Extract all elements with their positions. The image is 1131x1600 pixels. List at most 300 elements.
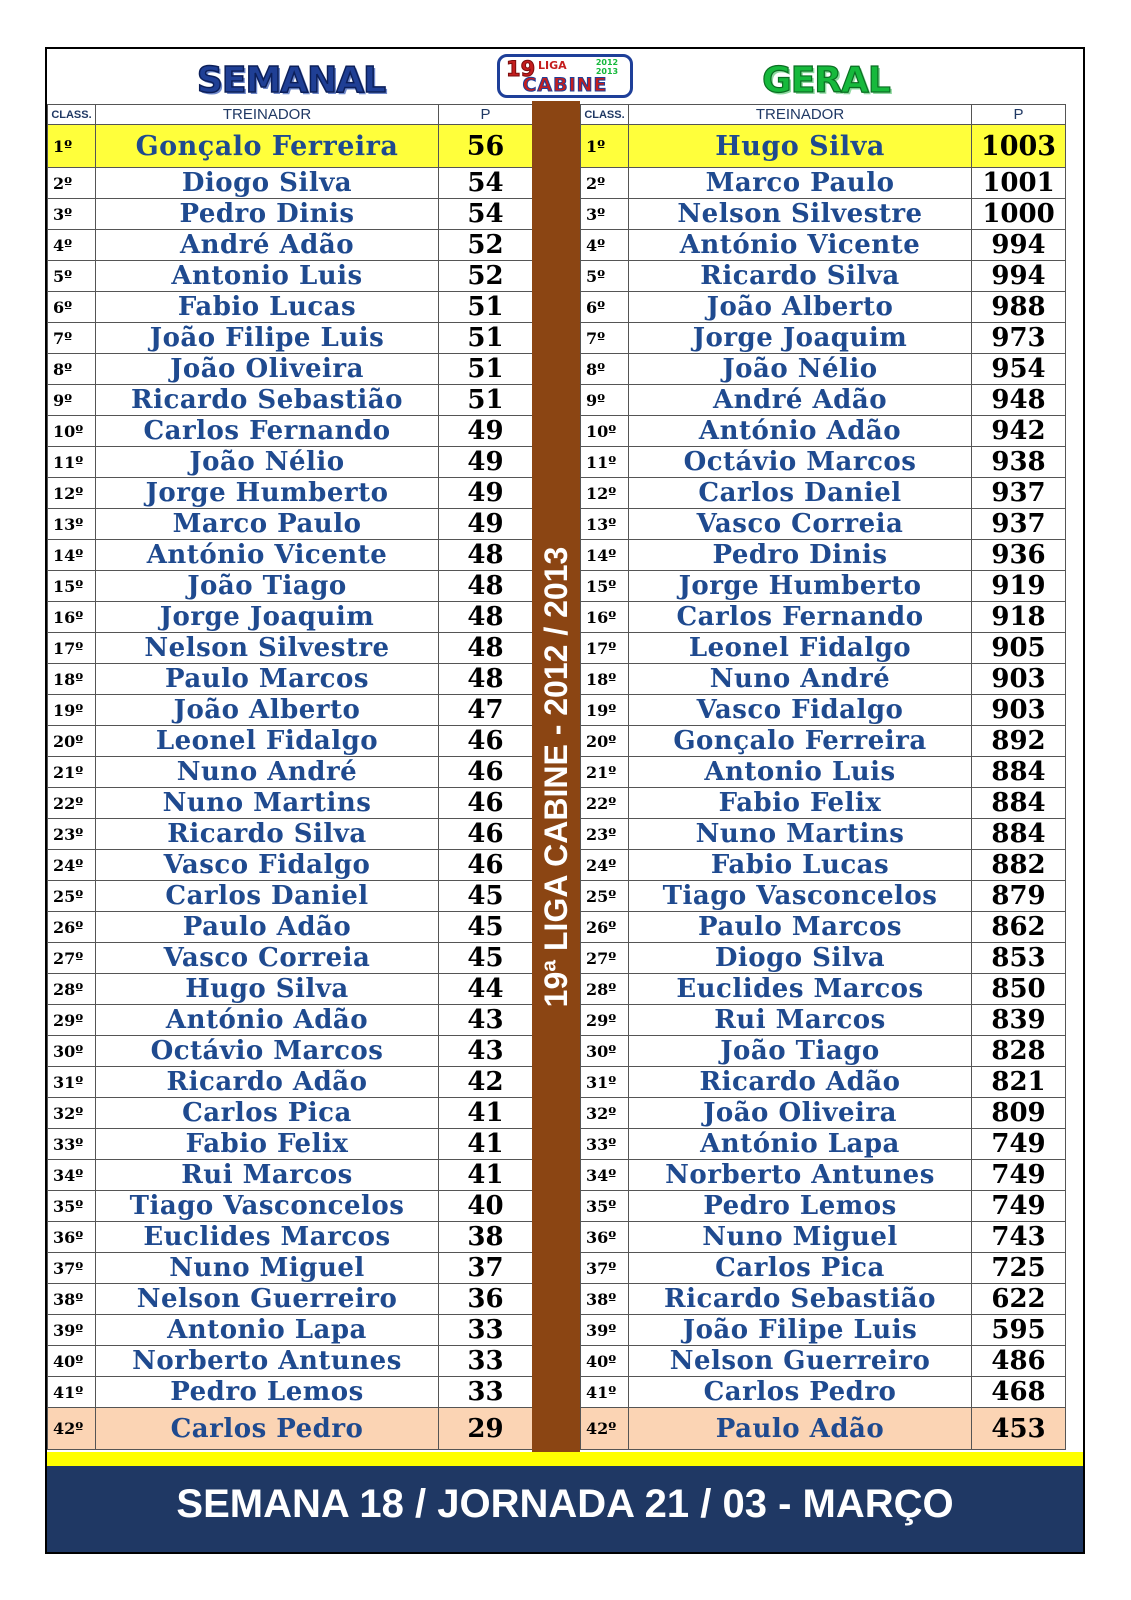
geral-rows [581, 125, 1066, 1450]
trainer-name-cell: Carlos Fernando [96, 416, 439, 447]
trainer-name-cell: Leonel Fidalgo [629, 633, 972, 664]
trainer-name-cell: António Lapa [629, 1129, 972, 1160]
rank-cell: 11º [48, 447, 96, 478]
trainer-name-cell: Carlos Pica [629, 1253, 972, 1284]
rank-cell: 21º [581, 757, 629, 788]
rank-cell: 9º [581, 385, 629, 416]
points-cell: 42 [439, 1067, 533, 1098]
rank-cell: 31º [48, 1067, 96, 1098]
rank-cell: 29º [48, 1005, 96, 1036]
rank-cell: 36º [581, 1222, 629, 1253]
class-column-header: CLASS. [48, 105, 96, 125]
semanal-row [48, 912, 533, 943]
trainer-name-cell: Hugo Silva [629, 125, 972, 168]
trainer-name-cell: Antonio Luis [96, 261, 439, 292]
geral-row [581, 540, 1066, 571]
points-cell: 49 [439, 447, 533, 478]
geral-row [581, 1191, 1066, 1222]
points-cell: 1003 [972, 125, 1066, 168]
geral-row [581, 1222, 1066, 1253]
rank-cell: 41º [48, 1377, 96, 1408]
rank-cell: 39º [581, 1315, 629, 1346]
rank-cell: 27º [48, 943, 96, 974]
points-cell: 49 [439, 478, 533, 509]
geral-row [581, 354, 1066, 385]
rank-cell: 37º [48, 1253, 96, 1284]
rank-cell: 12º [581, 478, 629, 509]
rank-cell: 35º [48, 1191, 96, 1222]
points-cell: 41 [439, 1160, 533, 1191]
points-cell: 43 [439, 1036, 533, 1067]
semanal-row [48, 199, 533, 230]
yellow-divider [47, 1452, 1083, 1466]
points-cell: 46 [439, 850, 533, 881]
rank-cell: 29º [581, 1005, 629, 1036]
points-cell: 52 [439, 261, 533, 292]
semanal-row [48, 850, 533, 881]
semanal-row [48, 1129, 533, 1160]
points-cell: 884 [972, 757, 1066, 788]
geral-row [581, 292, 1066, 323]
semanal-row [48, 1346, 533, 1377]
trainer-name-cell: André Adão [629, 385, 972, 416]
rank-cell: 19º [48, 695, 96, 726]
trainer-name-cell: João Filipe Luis [96, 323, 439, 354]
semanal-row [48, 602, 533, 633]
points-cell: 54 [439, 168, 533, 199]
semanal-row [48, 385, 533, 416]
points-cell: 937 [972, 509, 1066, 540]
trainer-name-cell: Jorge Humberto [629, 571, 972, 602]
rank-cell: 32º [48, 1098, 96, 1129]
trainer-name-cell: Pedro Lemos [96, 1377, 439, 1408]
rank-cell: 33º [48, 1129, 96, 1160]
points-cell: 48 [439, 540, 533, 571]
points-cell: 749 [972, 1191, 1066, 1222]
trainer-name-cell: Vasco Fidalgo [629, 695, 972, 726]
points-cell: 41 [439, 1098, 533, 1129]
semanal-row [48, 943, 533, 974]
semanal-row [48, 1098, 533, 1129]
semanal-row [48, 757, 533, 788]
trainer-name-cell: Diogo Silva [629, 943, 972, 974]
points-cell: 936 [972, 540, 1066, 571]
trainer-name-cell: Pedro Dinis [96, 199, 439, 230]
geral-row [581, 974, 1066, 1005]
points-cell: 853 [972, 943, 1066, 974]
trainer-name-cell: Pedro Lemos [629, 1191, 972, 1222]
points-cell: 29 [439, 1408, 533, 1450]
trainer-name-cell: António Vicente [96, 540, 439, 571]
trainer-name-cell: Ricardo Silva [96, 819, 439, 850]
points-cell: 486 [972, 1346, 1066, 1377]
rank-cell: 40º [581, 1346, 629, 1377]
semanal-title: SEMANAL [196, 60, 386, 101]
semanal-row [48, 1191, 533, 1222]
points-cell: 862 [972, 912, 1066, 943]
rank-cell: 17º [581, 633, 629, 664]
geral-table [580, 104, 1066, 1450]
geral-row [581, 447, 1066, 478]
rank-cell: 15º [48, 571, 96, 602]
trainer-name-cell: Norberto Antunes [629, 1160, 972, 1191]
semanal-row [48, 1253, 533, 1284]
trainer-name-cell: Fabio Felix [629, 788, 972, 819]
liga-cabine-logo [497, 54, 633, 98]
points-cell: 46 [439, 788, 533, 819]
rank-cell: 33º [581, 1129, 629, 1160]
semanal-row [48, 230, 533, 261]
rank-cell: 31º [581, 1067, 629, 1098]
rank-cell: 6º [48, 292, 96, 323]
geral-row [581, 943, 1066, 974]
trainer-name-cell: Euclides Marcos [96, 1222, 439, 1253]
rank-cell: 17º [48, 633, 96, 664]
trainer-name-cell: Rui Marcos [629, 1005, 972, 1036]
points-cell: 52 [439, 230, 533, 261]
rank-cell: 42º [48, 1408, 96, 1450]
trainer-name-cell: Jorge Joaquim [629, 323, 972, 354]
semanal-row [48, 1036, 533, 1067]
rank-cell: 23º [48, 819, 96, 850]
points-cell: 33 [439, 1315, 533, 1346]
trainer-name-cell: Fabio Lucas [96, 292, 439, 323]
trainer-name-cell: João Tiago [629, 1036, 972, 1067]
semanal-row [48, 509, 533, 540]
semanal-row [48, 168, 533, 199]
geral-title: GERAL [762, 60, 890, 101]
points-cell: 48 [439, 571, 533, 602]
points-cell: 47 [439, 695, 533, 726]
trainer-name-cell: Pedro Dinis [629, 540, 972, 571]
semanal-row [48, 819, 533, 850]
trainer-name-cell: João Alberto [96, 695, 439, 726]
points-cell: 903 [972, 695, 1066, 726]
semanal-row [48, 323, 533, 354]
geral-row [581, 1005, 1066, 1036]
trainer-name-cell: Fabio Lucas [629, 850, 972, 881]
points-cell: 892 [972, 726, 1066, 757]
geral-row [581, 726, 1066, 757]
trainer-name-cell: Ricardo Silva [629, 261, 972, 292]
geral-row [581, 1377, 1066, 1408]
geral-row [581, 1036, 1066, 1067]
trainer-name-cell: Carlos Fernando [629, 602, 972, 633]
rank-cell: 10º [48, 416, 96, 447]
points-cell: 41 [439, 1129, 533, 1160]
trainer-name-cell: Paulo Marcos [629, 912, 972, 943]
rank-cell: 30º [581, 1036, 629, 1067]
trainer-name-cell: Nuno Miguel [629, 1222, 972, 1253]
geral-row [581, 1253, 1066, 1284]
geral-header-row [581, 105, 1066, 125]
rank-cell: 12º [48, 478, 96, 509]
trainer-name-cell: João Tiago [96, 571, 439, 602]
semanal-row [48, 261, 533, 292]
rank-cell: 41º [581, 1377, 629, 1408]
rank-cell: 15º [581, 571, 629, 602]
trainer-name-cell: Rui Marcos [96, 1160, 439, 1191]
points-cell: 54 [439, 199, 533, 230]
semanal-row [48, 726, 533, 757]
points-column-header: P [972, 105, 1066, 125]
geral-row [581, 1315, 1066, 1346]
rank-cell: 10º [581, 416, 629, 447]
points-cell: 954 [972, 354, 1066, 385]
trainer-name-cell: Carlos Daniel [629, 478, 972, 509]
trainer-name-cell: Marco Paulo [629, 168, 972, 199]
points-cell: 45 [439, 943, 533, 974]
geral-row [581, 1284, 1066, 1315]
geral-row [581, 323, 1066, 354]
trainer-name-cell: Norberto Antunes [96, 1346, 439, 1377]
semanal-row [48, 695, 533, 726]
points-cell: 46 [439, 726, 533, 757]
points-cell: 48 [439, 602, 533, 633]
trainer-name-cell: Octávio Marcos [629, 447, 972, 478]
trainer-name-cell: Ricardo Sebastião [96, 385, 439, 416]
geral-row [581, 788, 1066, 819]
semanal-row [48, 125, 533, 168]
semanal-row [48, 788, 533, 819]
rank-cell: 26º [581, 912, 629, 943]
points-cell: 37 [439, 1253, 533, 1284]
points-cell: 994 [972, 230, 1066, 261]
rank-cell: 19º [581, 695, 629, 726]
geral-row [581, 1067, 1066, 1098]
semanal-row [48, 292, 533, 323]
geral-row [581, 168, 1066, 199]
rank-cell: 38º [581, 1284, 629, 1315]
rank-cell: 20º [581, 726, 629, 757]
geral-row [581, 819, 1066, 850]
trainer-name-cell: João Alberto [629, 292, 972, 323]
rank-cell: 7º [48, 323, 96, 354]
logo-number: 19 [506, 57, 536, 81]
rank-cell: 2º [581, 168, 629, 199]
geral-row [581, 1408, 1066, 1450]
points-cell: 40 [439, 1191, 533, 1222]
rank-cell: 16º [581, 602, 629, 633]
geral-row [581, 633, 1066, 664]
points-cell: 51 [439, 354, 533, 385]
trainer-name-cell: André Adão [96, 230, 439, 261]
points-cell: 938 [972, 447, 1066, 478]
trainer-name-cell: João Nélio [96, 447, 439, 478]
rank-cell: 14º [48, 540, 96, 571]
points-cell: 839 [972, 1005, 1066, 1036]
rank-cell: 18º [581, 664, 629, 695]
trainer-name-cell: Ricardo Adão [629, 1067, 972, 1098]
trainer-name-cell: Tiago Vasconcelos [629, 881, 972, 912]
class-column-header: CLASS. [581, 105, 629, 125]
trainer-name-cell: Antonio Lapa [96, 1315, 439, 1346]
semanal-row [48, 664, 533, 695]
rank-cell: 1º [48, 125, 96, 168]
trainer-name-cell: Antonio Luis [629, 757, 972, 788]
trainer-name-cell: João Oliveira [629, 1098, 972, 1129]
semanal-row [48, 1408, 533, 1450]
points-cell: 45 [439, 881, 533, 912]
geral-row [581, 385, 1066, 416]
points-cell: 809 [972, 1098, 1066, 1129]
points-cell: 622 [972, 1284, 1066, 1315]
semanal-row [48, 416, 533, 447]
points-cell: 33 [439, 1346, 533, 1377]
trainer-name-cell: Nelson Silvestre [629, 199, 972, 230]
geral-row [581, 1346, 1066, 1377]
geral-row [581, 509, 1066, 540]
rank-cell: 37º [581, 1253, 629, 1284]
trainer-column-header: TREINADOR [629, 105, 972, 125]
rank-cell: 28º [48, 974, 96, 1005]
rank-cell: 42º [581, 1408, 629, 1450]
trainer-name-cell: Tiago Vasconcelos [96, 1191, 439, 1222]
points-cell: 884 [972, 788, 1066, 819]
trainer-name-cell: Carlos Pica [96, 1098, 439, 1129]
semanal-row [48, 1284, 533, 1315]
rank-cell: 34º [48, 1160, 96, 1191]
semanal-row [48, 1160, 533, 1191]
points-cell: 49 [439, 416, 533, 447]
trainer-name-cell: Diogo Silva [96, 168, 439, 199]
points-cell: 453 [972, 1408, 1066, 1450]
points-cell: 468 [972, 1377, 1066, 1408]
logo-years: 2012 2013 [595, 58, 619, 76]
rank-cell: 24º [581, 850, 629, 881]
rank-cell: 13º [581, 509, 629, 540]
trainer-name-cell: António Vicente [629, 230, 972, 261]
trainer-name-cell: Nuno André [96, 757, 439, 788]
rank-cell: 27º [581, 943, 629, 974]
rank-cell: 5º [581, 261, 629, 292]
standings-sheet [45, 47, 1085, 1554]
trainer-name-cell: Euclides Marcos [629, 974, 972, 1005]
rank-cell: 11º [581, 447, 629, 478]
points-cell: 51 [439, 292, 533, 323]
rank-cell: 23º [581, 819, 629, 850]
semanal-table [47, 104, 533, 1450]
points-cell: 918 [972, 602, 1066, 633]
rank-cell: 22º [48, 788, 96, 819]
points-cell: 725 [972, 1253, 1066, 1284]
geral-row [581, 1160, 1066, 1191]
points-cell: 879 [972, 881, 1066, 912]
points-cell: 749 [972, 1129, 1066, 1160]
points-cell: 1000 [972, 199, 1066, 230]
trainer-name-cell: Fabio Felix [96, 1129, 439, 1160]
rank-cell: 18º [48, 664, 96, 695]
trainer-name-cell: Vasco Correia [629, 509, 972, 540]
trainer-name-cell: Nuno Martins [96, 788, 439, 819]
geral-row [581, 850, 1066, 881]
points-cell: 850 [972, 974, 1066, 1005]
geral-row [581, 695, 1066, 726]
trainer-name-cell: Carlos Daniel [96, 881, 439, 912]
trainer-name-cell: Octávio Marcos [96, 1036, 439, 1067]
geral-row [581, 602, 1066, 633]
semanal-row [48, 478, 533, 509]
semanal-row [48, 1005, 533, 1036]
trainer-name-cell: António Adão [96, 1005, 439, 1036]
rank-cell: 14º [581, 540, 629, 571]
semanal-rows [48, 125, 533, 1450]
trainer-name-cell: Nuno Martins [629, 819, 972, 850]
rank-cell: 24º [48, 850, 96, 881]
geral-row [581, 478, 1066, 509]
points-cell: 48 [439, 664, 533, 695]
rank-cell: 36º [48, 1222, 96, 1253]
trainer-name-cell: Hugo Silva [96, 974, 439, 1005]
rank-cell: 3º [48, 199, 96, 230]
trainer-name-cell: Carlos Pedro [96, 1408, 439, 1450]
semanal-table-panel [47, 104, 532, 1450]
trainer-name-cell: Gonçalo Ferreira [96, 125, 439, 168]
rank-cell: 30º [48, 1036, 96, 1067]
semanal-row [48, 1222, 533, 1253]
points-cell: 948 [972, 385, 1066, 416]
trainer-name-cell: Paulo Adão [96, 912, 439, 943]
rank-cell: 32º [581, 1098, 629, 1129]
trainer-name-cell: Carlos Pedro [629, 1377, 972, 1408]
rank-cell: 35º [581, 1191, 629, 1222]
points-cell: 749 [972, 1160, 1066, 1191]
points-cell: 38 [439, 1222, 533, 1253]
geral-row [581, 1098, 1066, 1129]
points-cell: 821 [972, 1067, 1066, 1098]
points-cell: 919 [972, 571, 1066, 602]
geral-row [581, 881, 1066, 912]
trainer-name-cell: Paulo Marcos [96, 664, 439, 695]
rank-cell: 5º [48, 261, 96, 292]
trainer-name-cell: Nelson Guerreiro [629, 1346, 972, 1377]
rank-cell: 13º [48, 509, 96, 540]
semanal-row [48, 1377, 533, 1408]
points-cell: 33 [439, 1377, 533, 1408]
points-cell: 905 [972, 633, 1066, 664]
logo-liga-text: LIGA [538, 59, 567, 72]
points-cell: 1001 [972, 168, 1066, 199]
trainer-name-cell: Jorge Humberto [96, 478, 439, 509]
points-cell: 49 [439, 509, 533, 540]
trainer-name-cell: Leonel Fidalgo [96, 726, 439, 757]
rank-cell: 22º [581, 788, 629, 819]
points-cell: 56 [439, 125, 533, 168]
trainer-name-cell: Ricardo Sebastião [629, 1284, 972, 1315]
trainer-name-cell: Gonçalo Ferreira [629, 726, 972, 757]
rank-cell: 39º [48, 1315, 96, 1346]
points-cell: 51 [439, 323, 533, 354]
trainer-name-cell: Nelson Guerreiro [96, 1284, 439, 1315]
logo-cabine-text: CABINE [522, 74, 608, 96]
geral-row [581, 571, 1066, 602]
trainer-name-cell: Paulo Adão [629, 1408, 972, 1450]
points-cell: 903 [972, 664, 1066, 695]
rank-cell: 21º [48, 757, 96, 788]
rank-cell: 3º [581, 199, 629, 230]
semanal-row [48, 881, 533, 912]
points-cell: 45 [439, 912, 533, 943]
trainer-column-header: TREINADOR [96, 105, 439, 125]
rank-cell: 4º [581, 230, 629, 261]
points-cell: 48 [439, 633, 533, 664]
geral-row [581, 199, 1066, 230]
semanal-row [48, 571, 533, 602]
points-cell: 44 [439, 974, 533, 1005]
points-cell: 937 [972, 478, 1066, 509]
rank-cell: 1º [581, 125, 629, 168]
trainer-name-cell: António Adão [629, 416, 972, 447]
